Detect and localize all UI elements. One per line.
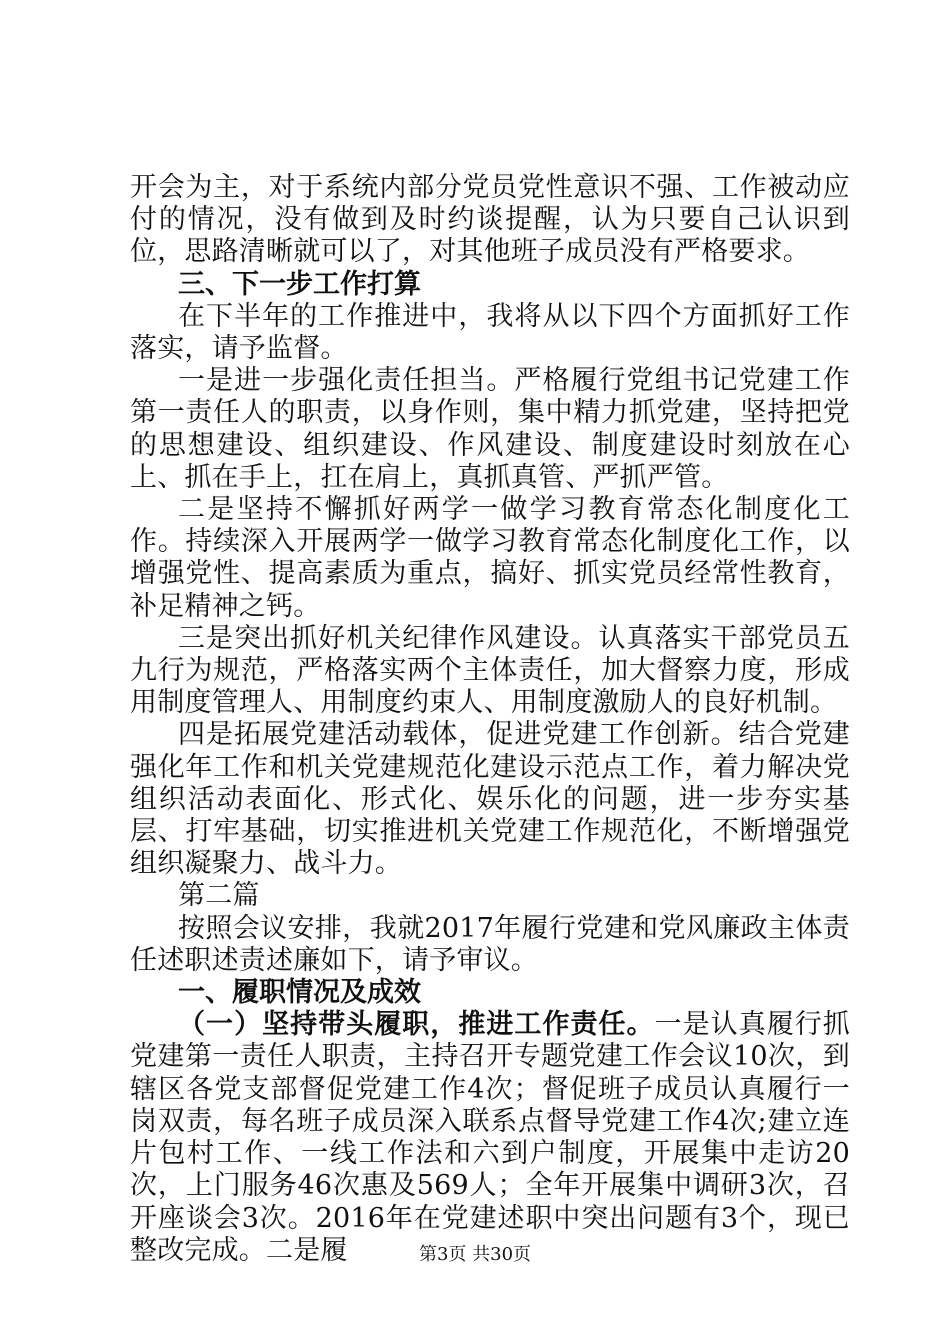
paragraph-plan-four: 四是拓展党建活动载体，促进党建工作创新。结合党建强化年工作和机关党建规范化建设示范点工作，着力解决党组织活动表面化、形式化、娱乐化的问题，进一步夯实基层、打牢基础，切实推进机关党建工作规范化，不断增强党组织凝聚力、战斗力。 — [130, 719, 850, 880]
paragraph-part-two-intro: 按照会议安排，我就2017年履行党建和党风廉政主体责任述职述责述廉如下，请予审议。 — [130, 912, 850, 976]
document-body — [130, 172, 850, 1267]
paragraph-plan-one: 一是进一步强化责任担当。严格履行党组书记党建工作第一责任人的职责，以身作则，集中精力抓党建，坚持把党的思想建设、组织建设、作风建设、制度建设时刻放在心上、抓在手上，扛在肩上，真抓真管、严抓严管。 — [130, 365, 850, 493]
paragraph-continuation: 开会为主，对于系统内部分党员党性意识不强、工作被动应付的情况，没有做到及时约谈提醒，认为只要自己认识到位，思路清晰就可以了，对其他班子成员没有严格要求。 — [130, 172, 850, 268]
paragraph-performance-one — [130, 1009, 850, 1267]
section-heading-performance: 一、履职情况及成效 — [178, 977, 421, 1009]
paragraph-plan-two: 二是坚持不懈抓好两学一做学习教育常态化制度化工作。持续深入开展两学一做学习教育常态化制度化工作，以增强党性、提高素质为重点，搞好、抓实党员经常性教育，补足精神之钙。 — [130, 494, 850, 622]
paragraph-performance-body: 一是认真履行抓党建第一责任人职责，主持召开专题党建工作会议10次，到辖区各党支部督促党建工作4次；督促班子成员认真履行一岗双责，每名班子成员深入联系点督导党建工作4次;建立连片包村工作、一线工作法和六到户制度，开展集中走访20次，上门服务46次惠及569人；全年开展集中调研3次，召开座谈会3次。2016年在党建述职中突出问题有3个，现已整改完成。二是履 — [130, 1009, 850, 1266]
subheading-lead: （一）坚持带头履职，推进工作责任。 — [178, 1009, 655, 1041]
paragraph-part-two-label: 第二篇 — [178, 880, 260, 912]
paragraph-intro-plan: 在下半年的工作推进中，我将从以下四个方面抓好工作落实，请予监督。 — [130, 300, 850, 365]
page-footer: 第3页 共30页 — [418, 1244, 532, 1265]
section-heading-next-steps: 三、下一步工作打算 — [178, 268, 421, 300]
paragraph-plan-three: 三是突出抓好机关纪律作风建设。认真落实干部党员五九行为规范，严格落实两个主体责任，加大督察力度，形成用制度管理人、用制度约束人、用制度激励人的良好机制。 — [130, 622, 850, 719]
